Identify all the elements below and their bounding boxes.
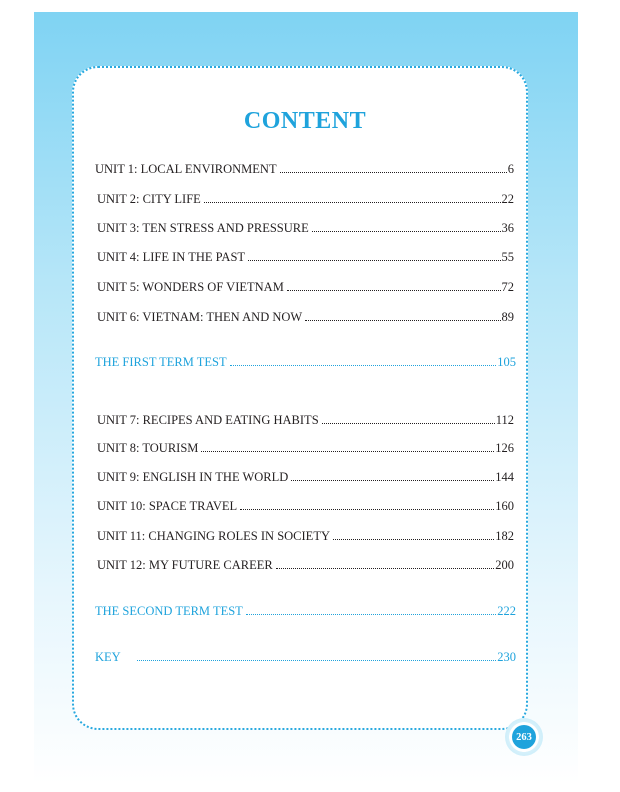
toc-leader-dots [333,539,494,540]
toc-entry-first-term-test[interactable] [95,355,516,373]
toc-leader-dots [246,614,496,615]
toc-leader-dots [201,451,494,452]
toc-entry-label: UNIT 2: CITY LIFE [97,192,201,206]
toc-entry-unit-6[interactable] [97,310,514,328]
toc-leader-dots [305,320,500,321]
page-number-badge [505,718,543,756]
toc-entry-label: UNIT 8: TOURISM [97,441,199,455]
toc-entry-page: 55 [501,250,514,264]
toc-entry-label: THE FIRST TERM TEST [95,355,227,369]
toc-entry-page: 89 [501,310,514,324]
toc-entry-page: 22 [501,192,514,206]
toc-entry-label: KEY [95,650,121,664]
toc-entry-unit-1[interactable] [95,162,514,180]
toc-entry-label: UNIT 5: WONDERS OF VIETNAM [97,280,284,294]
toc-leader-dots [204,202,501,203]
toc-entry-page: 230 [497,650,516,664]
toc-entry-page: 6 [507,162,514,176]
toc-entry-label: UNIT 4: LIFE IN THE PAST [97,250,246,264]
toc-leader-dots [240,509,494,510]
toc-entry-label: UNIT 7: RECIPES AND EATING HABITS [97,413,319,427]
toc-leader-dots [280,172,507,173]
toc-entry-unit-3[interactable] [97,221,514,239]
toc-entry-label: UNIT 10: SPACE TRAVEL [97,499,238,513]
toc-entry-unit-7[interactable] [97,413,514,431]
toc-leader-dots [276,568,495,569]
toc-entry-unit-11[interactable] [97,529,514,547]
toc-entry-unit-8[interactable] [97,441,514,459]
toc-entry-page: 126 [495,441,514,455]
toc-leader-dots [312,231,501,232]
toc-entry-page: 105 [497,355,516,369]
toc-entry-unit-5[interactable] [97,280,514,298]
toc-entry-label: UNIT 3: TEN STRESS AND PRESSURE [97,221,309,235]
toc-entry-page: 200 [495,558,514,572]
toc-entry-key[interactable] [95,650,516,668]
toc-leader-dots [248,260,500,261]
toc-entry-label: UNIT 9: ENGLISH IN THE WORLD [97,470,289,484]
toc-leader-dots [230,365,497,366]
toc-entry-page: 182 [495,529,514,543]
toc-entry-page: 222 [497,604,516,618]
toc-leader-dots [291,480,494,481]
toc-leader-dots [322,423,495,424]
toc-entry-unit-12[interactable] [97,558,514,576]
page-number: 263 [512,725,536,749]
toc-leader-dots [287,290,501,291]
page-title: CONTENT [243,108,367,134]
toc-entry-page: 36 [501,221,514,235]
toc-entry-page: 144 [495,470,514,484]
toc-entry-label: UNIT 11: CHANGING ROLES IN SOCIETY [97,529,330,543]
toc-entry-page: 112 [495,413,514,427]
toc-entry-page: 160 [495,499,514,513]
toc-entry-unit-4[interactable] [97,250,514,268]
toc-entry-label: UNIT 1: LOCAL ENVIRONMENT [95,162,277,176]
toc-entry-label: UNIT 12: MY FUTURE CAREER [97,558,273,572]
toc-entry-unit-10[interactable] [97,499,514,517]
toc-leader-dots [137,660,497,661]
toc-entry-unit-9[interactable] [97,470,514,488]
toc-entry-label: UNIT 6: VIETNAM: THEN AND NOW [97,310,303,324]
toc-entry-page: 72 [501,280,514,294]
toc-entry-unit-2[interactable] [97,192,514,210]
toc-entry-second-term-test[interactable] [95,604,516,622]
toc-entry-label: THE SECOND TERM TEST [95,604,243,618]
